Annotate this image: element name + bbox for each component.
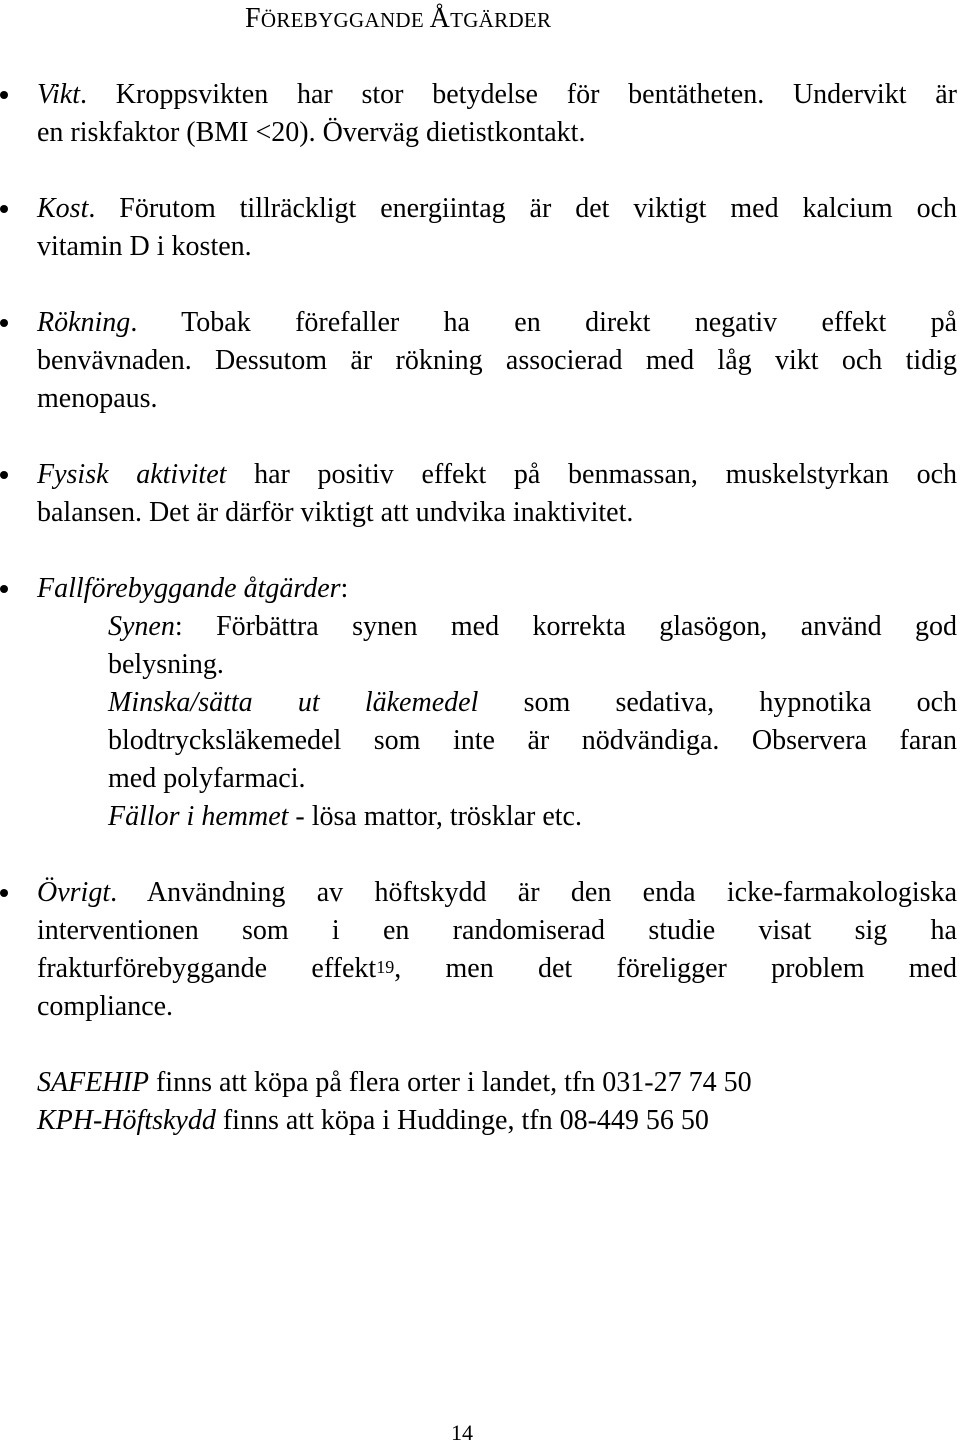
text-line: Fysisk aktivitet har positiv effekt på benmassan, muskelstyrkan och: [37, 459, 957, 490]
sub-item-lead: Minska/sätta ut läkemedel: [108, 687, 479, 718]
item-lead: Fysisk aktivitet: [37, 459, 227, 490]
text-line: en riskfaktor (BMI <20). Överväg dietistkontakt.: [37, 117, 586, 148]
item-lead: Vikt: [37, 79, 81, 110]
item-lead: Rökning: [37, 307, 131, 338]
product-name: KPH-Höftskydd: [37, 1105, 216, 1136]
bullet-icon: [0, 319, 8, 327]
bullet-icon: [0, 91, 8, 99]
contact-safehip: SAFEHIP finns att köpa på flera orter i landet, tfn 031-27 74 50: [37, 1067, 752, 1098]
contact-kph: KPH-Höftskydd finns att köpa i Huddinge, tfn 08-449 56 50: [37, 1105, 709, 1136]
list-item-text: [37, 76, 957, 152]
sub-item-lakemedel: [37, 684, 957, 798]
item-lead: Kost: [37, 193, 89, 224]
text-line: med polyfarmaci.: [108, 763, 306, 794]
bullet-icon: [0, 889, 8, 897]
text-line: benvävnaden. Dessutom är rökning associerad med låg vikt och tidig: [37, 345, 957, 376]
text-line: interventionen som i en randomiserad studie visat sig ha: [37, 915, 957, 946]
text-line: Synen: Förbättra synen med korrekta glasögon, använd god: [108, 611, 957, 642]
list-item-text: [37, 570, 957, 836]
contact-list: [37, 1064, 957, 1140]
bullet-icon: [0, 585, 8, 593]
list-item-text: [37, 456, 957, 532]
text-line: Minska/sätta ut läkemedel som sedativa, hypnotika och: [108, 687, 958, 718]
bullet-icon: [0, 471, 8, 479]
text-line: vitamin D i kosten.: [37, 231, 252, 262]
sub-item-synen: [37, 608, 957, 684]
footnote-reference: 19: [376, 957, 395, 977]
text-line: balansen. Det är därför viktigt att undvika inaktivitet.: [37, 497, 634, 528]
list-item-text: [37, 304, 957, 418]
text-line: Kost. Förutom tillräckligt energiintag är det viktigt med kalcium och: [37, 193, 958, 224]
list-item-text: [37, 874, 957, 1026]
item-lead: Övrigt: [37, 877, 111, 908]
bullet-icon: [0, 205, 8, 213]
text-line: Övrigt. Användning av höftskydd är den enda icke-farmakologiska: [37, 877, 957, 908]
list-item-text: [37, 190, 957, 266]
sub-item-fallor: [37, 798, 957, 836]
text-line: Fallförebyggande åtgärder:: [37, 573, 349, 604]
text-line: Vikt. Kroppsvikten har stor betydelse för bentätheten. Undervikt är: [37, 79, 957, 110]
page-title: FÖREBYGGANDE ÅTGÄRDER: [245, 3, 552, 34]
text-line: blodtrycksläkemedel som inte är nödvändiga. Observera faran: [108, 725, 957, 756]
text-line: menopaus.: [37, 383, 158, 414]
page-number: 14: [451, 1420, 473, 1445]
text-line: frakturförebyggande effekt$^{19}$, men det föreligger problem med: [37, 953, 957, 984]
text-line: belysning.: [108, 649, 224, 680]
item-lead: Fallförebyggande åtgärder: [37, 573, 341, 604]
text-line: compliance.: [37, 991, 174, 1022]
text-line: Fällor i hemmet - lösa mattor, trösklar etc.: [108, 801, 582, 832]
product-name: SAFEHIP: [37, 1067, 149, 1098]
text-line: Rökning. Tobak förefaller ha en direkt negativ effekt på: [37, 307, 958, 338]
sub-item-lead: Fällor i hemmet: [108, 801, 289, 832]
sub-item-lead: Synen: [108, 611, 175, 642]
